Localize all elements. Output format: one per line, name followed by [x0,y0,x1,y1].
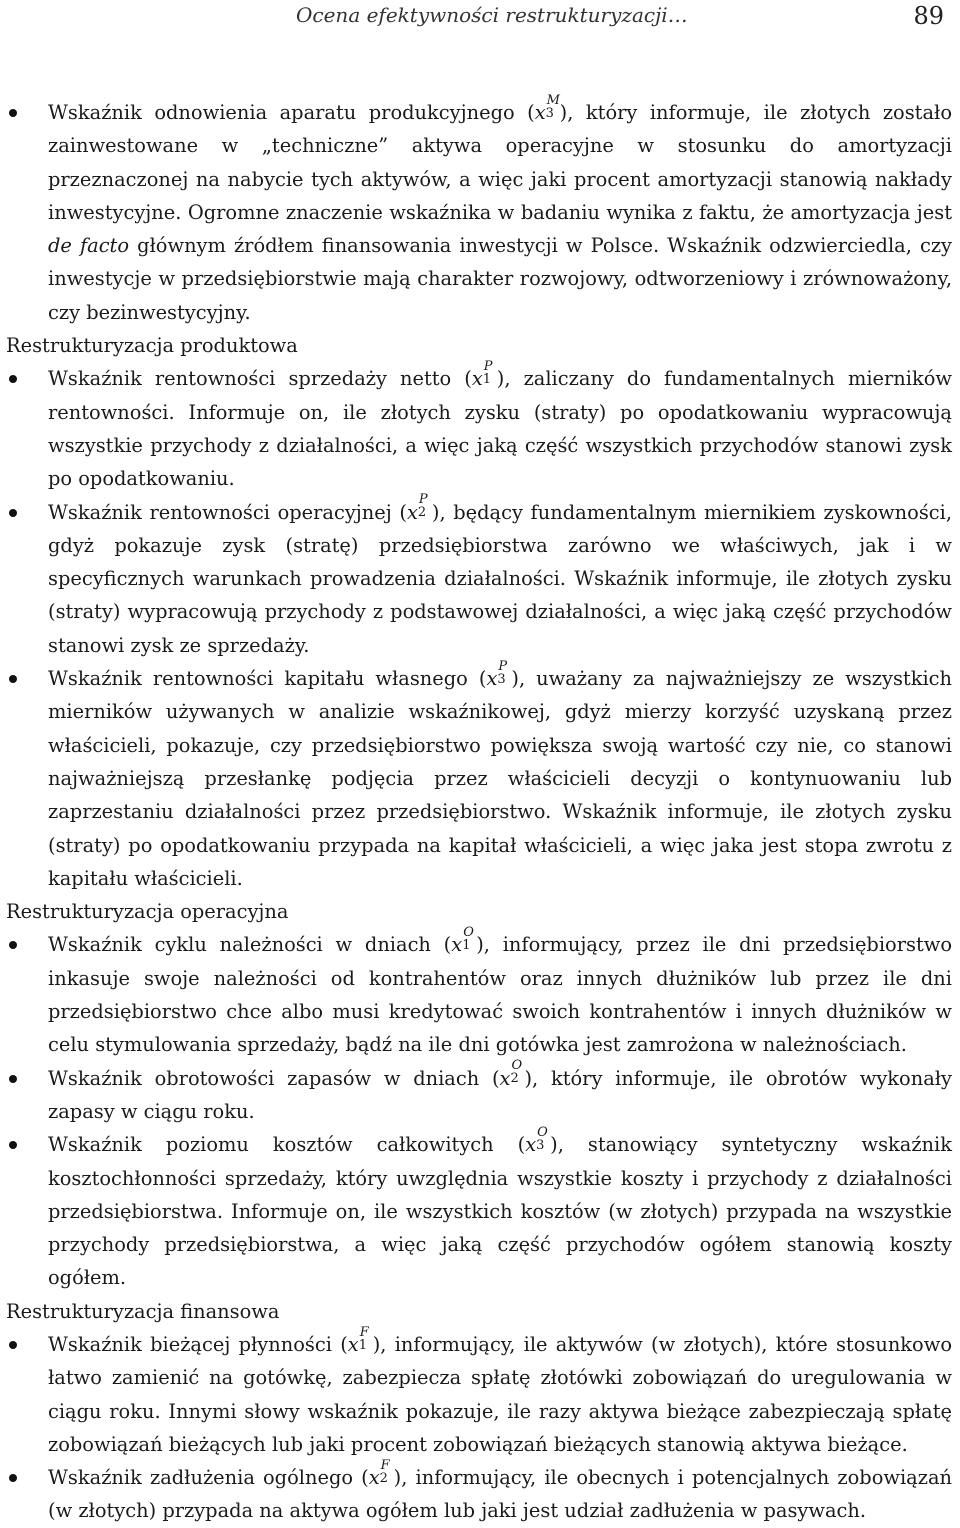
indicator-symbol: x F 2 [368,1457,390,1490]
section-heading-operacyjna: Restrukturyzacja operacyjna [6,900,289,924]
indicator-symbol: x M 3 [534,92,560,124]
section-heading-produktowa: Restrukturyzacja produktowa [6,334,298,358]
page-number: 89 [913,2,944,30]
list-item: Wskaźnik obrotowości zapasów w dniach (x O 2 ), który informuje, ile obrotów wykonały zapasy w ciągu roku. [6,1062,952,1129]
list-item: Wskaźnik poziomu kosztów całkowitych (x O 3 ), stanowiący syntetyczny wskaźnik kosztochłonności sprzedaży, który uwzględnia wszystkie koszty i przychody z działalności przedsiębiorstwa. Informuje on, ile wszystkich kosztów (w złotych) przypada na wszystkie przychody przedsiębiorstwa, a więc jaką część przychodów ogółem stanowią koszty ogółem. [6,1128,952,1294]
indicator-symbol: x P 2 [406,492,428,524]
list-item: Wskaźnik rentowności kapitału własnego (x P 3 ), uważany za najważniejszy ze wszystkich mierników używanych w analizie wskaźnikowej, gdyż mierzy korzyść uzyskaną przez właścicieli, pokazuje, czy przedsiębiorstwo powiększa swoją wartość czy nie, co stanowi najważniejszą przesłankę podjęcia przez właścicieli decyzji o kontynuowaniu lub zaprzestaniu działalności przez przedsiębiorstwo. Wskaźnik informuje, ile złotych zysku (straty) po opodatkowaniu przypada na kapitał właścicieli, a więc jaka jest stopa zwrotu z kapitału właścicieli. [6,662,952,895]
list-item: Wskaźnik zadłużenia ogólnego (x F 2 ), informujący, ile obecnych i potencjalnych zobowiązań (w złotych) przypada na aktywa ogółem lub jaki jest udział zadłużenia w pasywach. [6,1461,952,1528]
running-title: Ocena efektywności restrukturyzacji… [296,3,688,27]
list-item: Wskaźnik cyklu należności w dniach (x O 1 ), informujący, przez ile dni przedsiębiorstwo inkasuje swoje należności od kontrahentów oraz innych dłużników lub przez ile dni przedsiębiorstwo chce albo musi kredytować swoich kontrahentów i innych dłużników w celu stymulowania sprzedaży, bądź na ile dni gotówka jest zamrożona w należnościach. [6,928,952,1061]
list-item: Wskaźnik odnowienia aparatu produkcyjnego (x M 3 ), który informuje, ile złotych zostało zainwestowane w „techniczne” aktywa operacyjne w stosunku do amortyzacji przeznaczonej na nabycie tych aktywów, a więc jaki procent amortyzacji stanowią nakłady inwestycyjne. Ogromne znaczenie wskaźnika w badaniu wynika z faktu, że amortyzacja jest de facto głównym źródłem finansowania inwestycji w Polsce. Wskaźnik odzwierciedla, czy inwestycje w przedsiębiorstwie mają charakter rozwojowy, odtworzeniowy i zrównoważony, czy bezinwestycyjny. [6,96,952,329]
list-item: Wskaźnik rentowności sprzedaży netto (x P 1 ), zaliczany do fundamentalnych mierników rentowności. Informuje on, ile złotych zysku (straty) po opodatkowaniu wypracowują wszystkie przychody z działalności, a więc jaką część wszystkich przychodów stanowi zysk po opodatkowaniu. [6,362,952,495]
indicator-symbol: x O 2 [499,1058,523,1090]
page-header [6,0,952,36]
indicator-symbol: x P 1 [471,359,493,391]
section-heading-finansowa: Restrukturyzacja finansowa [6,1299,280,1323]
page-body [6,92,953,1528]
indicator-symbol: x P 3 [486,658,508,691]
indicator-symbol: x F 1 [347,1324,369,1356]
list-item: Wskaźnik rentowności operacyjnej (x P 2 ), będący fundamentalnym miernikiem zyskowności, gdyż pokazuje zysk (stratę) przedsiębiorstwa zarówno we właściwych, jak i w specyficznych warunkach prowadzenia działalności. Wskaźnik informuje, ile złotych zysku (straty) wypracowują przychody z podstawowej działalności, a więc jaką część przychodów stanowi zysk ze sprzedaży. [6,496,952,662]
list-item: Wskaźnik bieżącej płynności (x F 1 ), informujący, ile aktywów (w złotych), które stosunkowo łatwo zamienić na gotówkę, zabezpiecza spłatę złotówki zobowiązań do uregulowania w ciągu roku. Innymi słowy wskaźnik pokazuje, ile razy aktywa bieżące zabezpieczają spłatę zobowiązań bieżących lub jaki procent zobowiązań bieżących stanowią aktywa bieżące. [6,1328,952,1461]
indicator-symbol: x O 1 [451,925,474,957]
indicator-symbol: x O 3 [525,1124,548,1157]
